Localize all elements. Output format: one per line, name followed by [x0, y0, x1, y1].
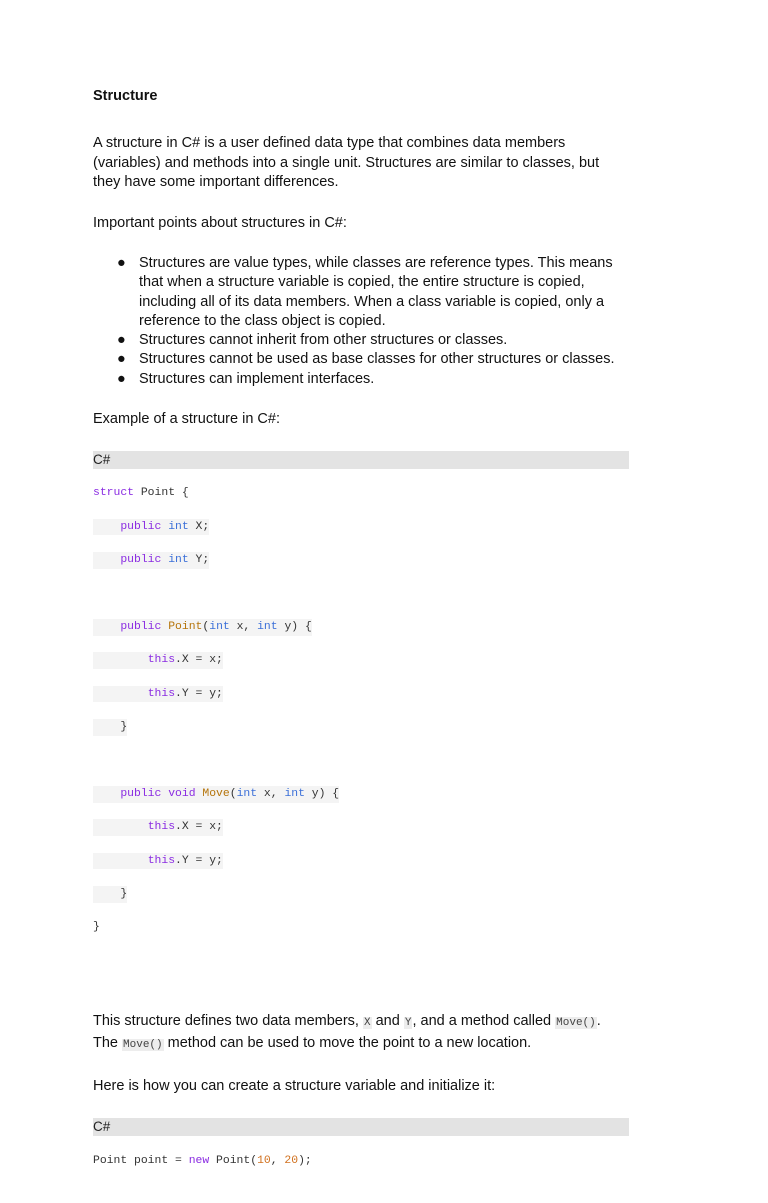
bullet-icon: ●: [117, 370, 126, 387]
code-language-label: C#: [93, 1118, 629, 1136]
code-line: }: [93, 719, 629, 736]
bullet-text: Structures cannot be used as base classes for other structures or classes.: [139, 351, 615, 368]
code-line: public int Y;: [93, 552, 629, 569]
bullet-list: [93, 254, 629, 389]
description-text: . The: [93, 1013, 601, 1051]
code-line: }: [93, 886, 629, 903]
bullet-icon: ●: [117, 332, 126, 349]
code-line: public Point(int x, int y) {: [93, 619, 629, 636]
code-line: }: [93, 921, 100, 934]
bullet-text: Structures can implement interfaces.: [139, 370, 375, 387]
description-text: This structure defines two data members,: [93, 1013, 363, 1030]
bullet-item: [93, 350, 629, 369]
code-line: this.Y = y;: [93, 686, 629, 703]
code-line: public void Move(int x, int y) {: [93, 786, 629, 803]
code-line: this.Y = y;: [93, 853, 629, 870]
bullet-icon: ●: [117, 351, 126, 368]
code-line: this.X = x;: [93, 819, 629, 836]
code-block-struct: [93, 451, 629, 970]
code-line: public int X;: [93, 519, 629, 536]
code-content: [93, 1136, 629, 1203]
inline-code-move: Move(): [123, 1038, 163, 1051]
code-block-init: [93, 1118, 629, 1203]
code-content: [93, 469, 629, 970]
bullet-item: [93, 254, 629, 331]
bullet-item: [93, 331, 629, 350]
code-line: Point point = new Point(10, 20);: [93, 1154, 312, 1167]
code-line: [93, 752, 629, 769]
document-page: [93, 88, 629, 1203]
bullet-text: Structures cannot inherit from other structures or classes.: [139, 332, 508, 349]
inline-code-move: Move(): [556, 1017, 596, 1030]
section-title: Structure: [93, 88, 158, 104]
description-text: , and a method called: [412, 1013, 556, 1030]
description-text: method can be used to move the point to a new location.: [163, 1034, 532, 1051]
intro-paragraph: A structure in C# is a user defined data type that combines data members (variables) and methods into a single unit. Structures are similar to classes, but they have some important differences.: [93, 135, 600, 190]
bullet-text: Structures are value types, while classes are reference types. This means that when a structure variable is copied, the entire structure is copied, including all of its data members. When a class variable is copied, only a reference to the class object is copied.: [139, 255, 613, 329]
bullet-item: [93, 370, 629, 389]
code-line: struct Point {: [93, 487, 189, 500]
bullet-icon: ●: [117, 255, 126, 271]
code-line: [93, 585, 629, 602]
points-heading: Important points about structures in C#:: [93, 214, 347, 231]
code-language-label: C#: [93, 451, 629, 469]
inline-code-y: Y: [404, 1017, 412, 1030]
init-heading: Here is how you can create a structure variable and initialize it:: [93, 1078, 496, 1095]
description-text: and: [371, 1013, 404, 1030]
example-heading: Example of a structure in C#:: [93, 411, 280, 428]
description-paragraph: [93, 1012, 629, 1055]
inline-code-x: X: [363, 1017, 371, 1030]
code-line: this.X = x;: [93, 652, 629, 669]
